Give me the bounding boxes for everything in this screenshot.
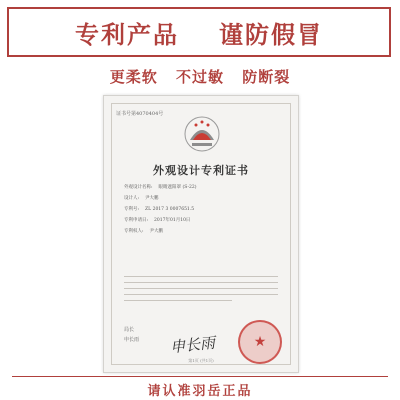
designer-label: 设计人: [124, 196, 140, 201]
patent-number-label: 专利号: [124, 207, 140, 212]
top-banner [7, 7, 391, 57]
tagline-item-break-proof: 防断裂 [242, 68, 291, 86]
field-design-name [124, 184, 196, 190]
banner-left-text: 专利产品 [75, 19, 179, 49]
patentee-value: 尹大鹏 [149, 229, 164, 234]
director-name-label: 申长雨 [124, 337, 140, 343]
design-name-value: 眼睛遮阳罩 (S-22) [158, 185, 197, 190]
feature-tagline [0, 66, 400, 87]
body-text-line [124, 288, 278, 289]
footer-notice: 请认准羽岳正品 [147, 384, 253, 399]
patent-number-value: ZL 2017 3 0007651.5 [145, 207, 195, 212]
tagline-item-hypoallergenic: 不过敏 [175, 68, 224, 86]
filing-date-value: 2017年01月10日 [154, 218, 191, 223]
body-text-line [124, 276, 278, 277]
filing-date-label: 专利申请日: [124, 218, 149, 223]
certificate-number: 证书号第4070404号 [116, 111, 164, 117]
patentee-label: 专利权人: [124, 229, 144, 234]
certificate-body-text [124, 276, 278, 306]
designer-value: 尹大鹏 [145, 196, 159, 201]
field-filing-date [124, 217, 190, 223]
footer-divider [12, 376, 388, 377]
body-text-line [124, 300, 232, 301]
field-patentee [124, 228, 163, 234]
seal-star-icon: ★ [253, 334, 267, 350]
body-text-line [124, 282, 278, 283]
patent-certificate-image [103, 95, 299, 373]
body-text-line [124, 294, 278, 295]
tagline-item-soft: 更柔软 [109, 68, 158, 86]
field-designer [124, 195, 159, 201]
certificate-page-number: 第1页 (共1页) [188, 358, 214, 363]
director-title-label: 局长 [124, 327, 135, 333]
banner-right-text: 谨防假冒 [219, 19, 323, 49]
patent-office-emblem-icon [182, 114, 222, 154]
design-name-label: 外观设计名称: [124, 185, 153, 190]
director-signature: 申长雨 [169, 333, 216, 357]
field-patent-number [124, 206, 194, 212]
certificate-title: 外观设计专利证书 [153, 164, 249, 177]
